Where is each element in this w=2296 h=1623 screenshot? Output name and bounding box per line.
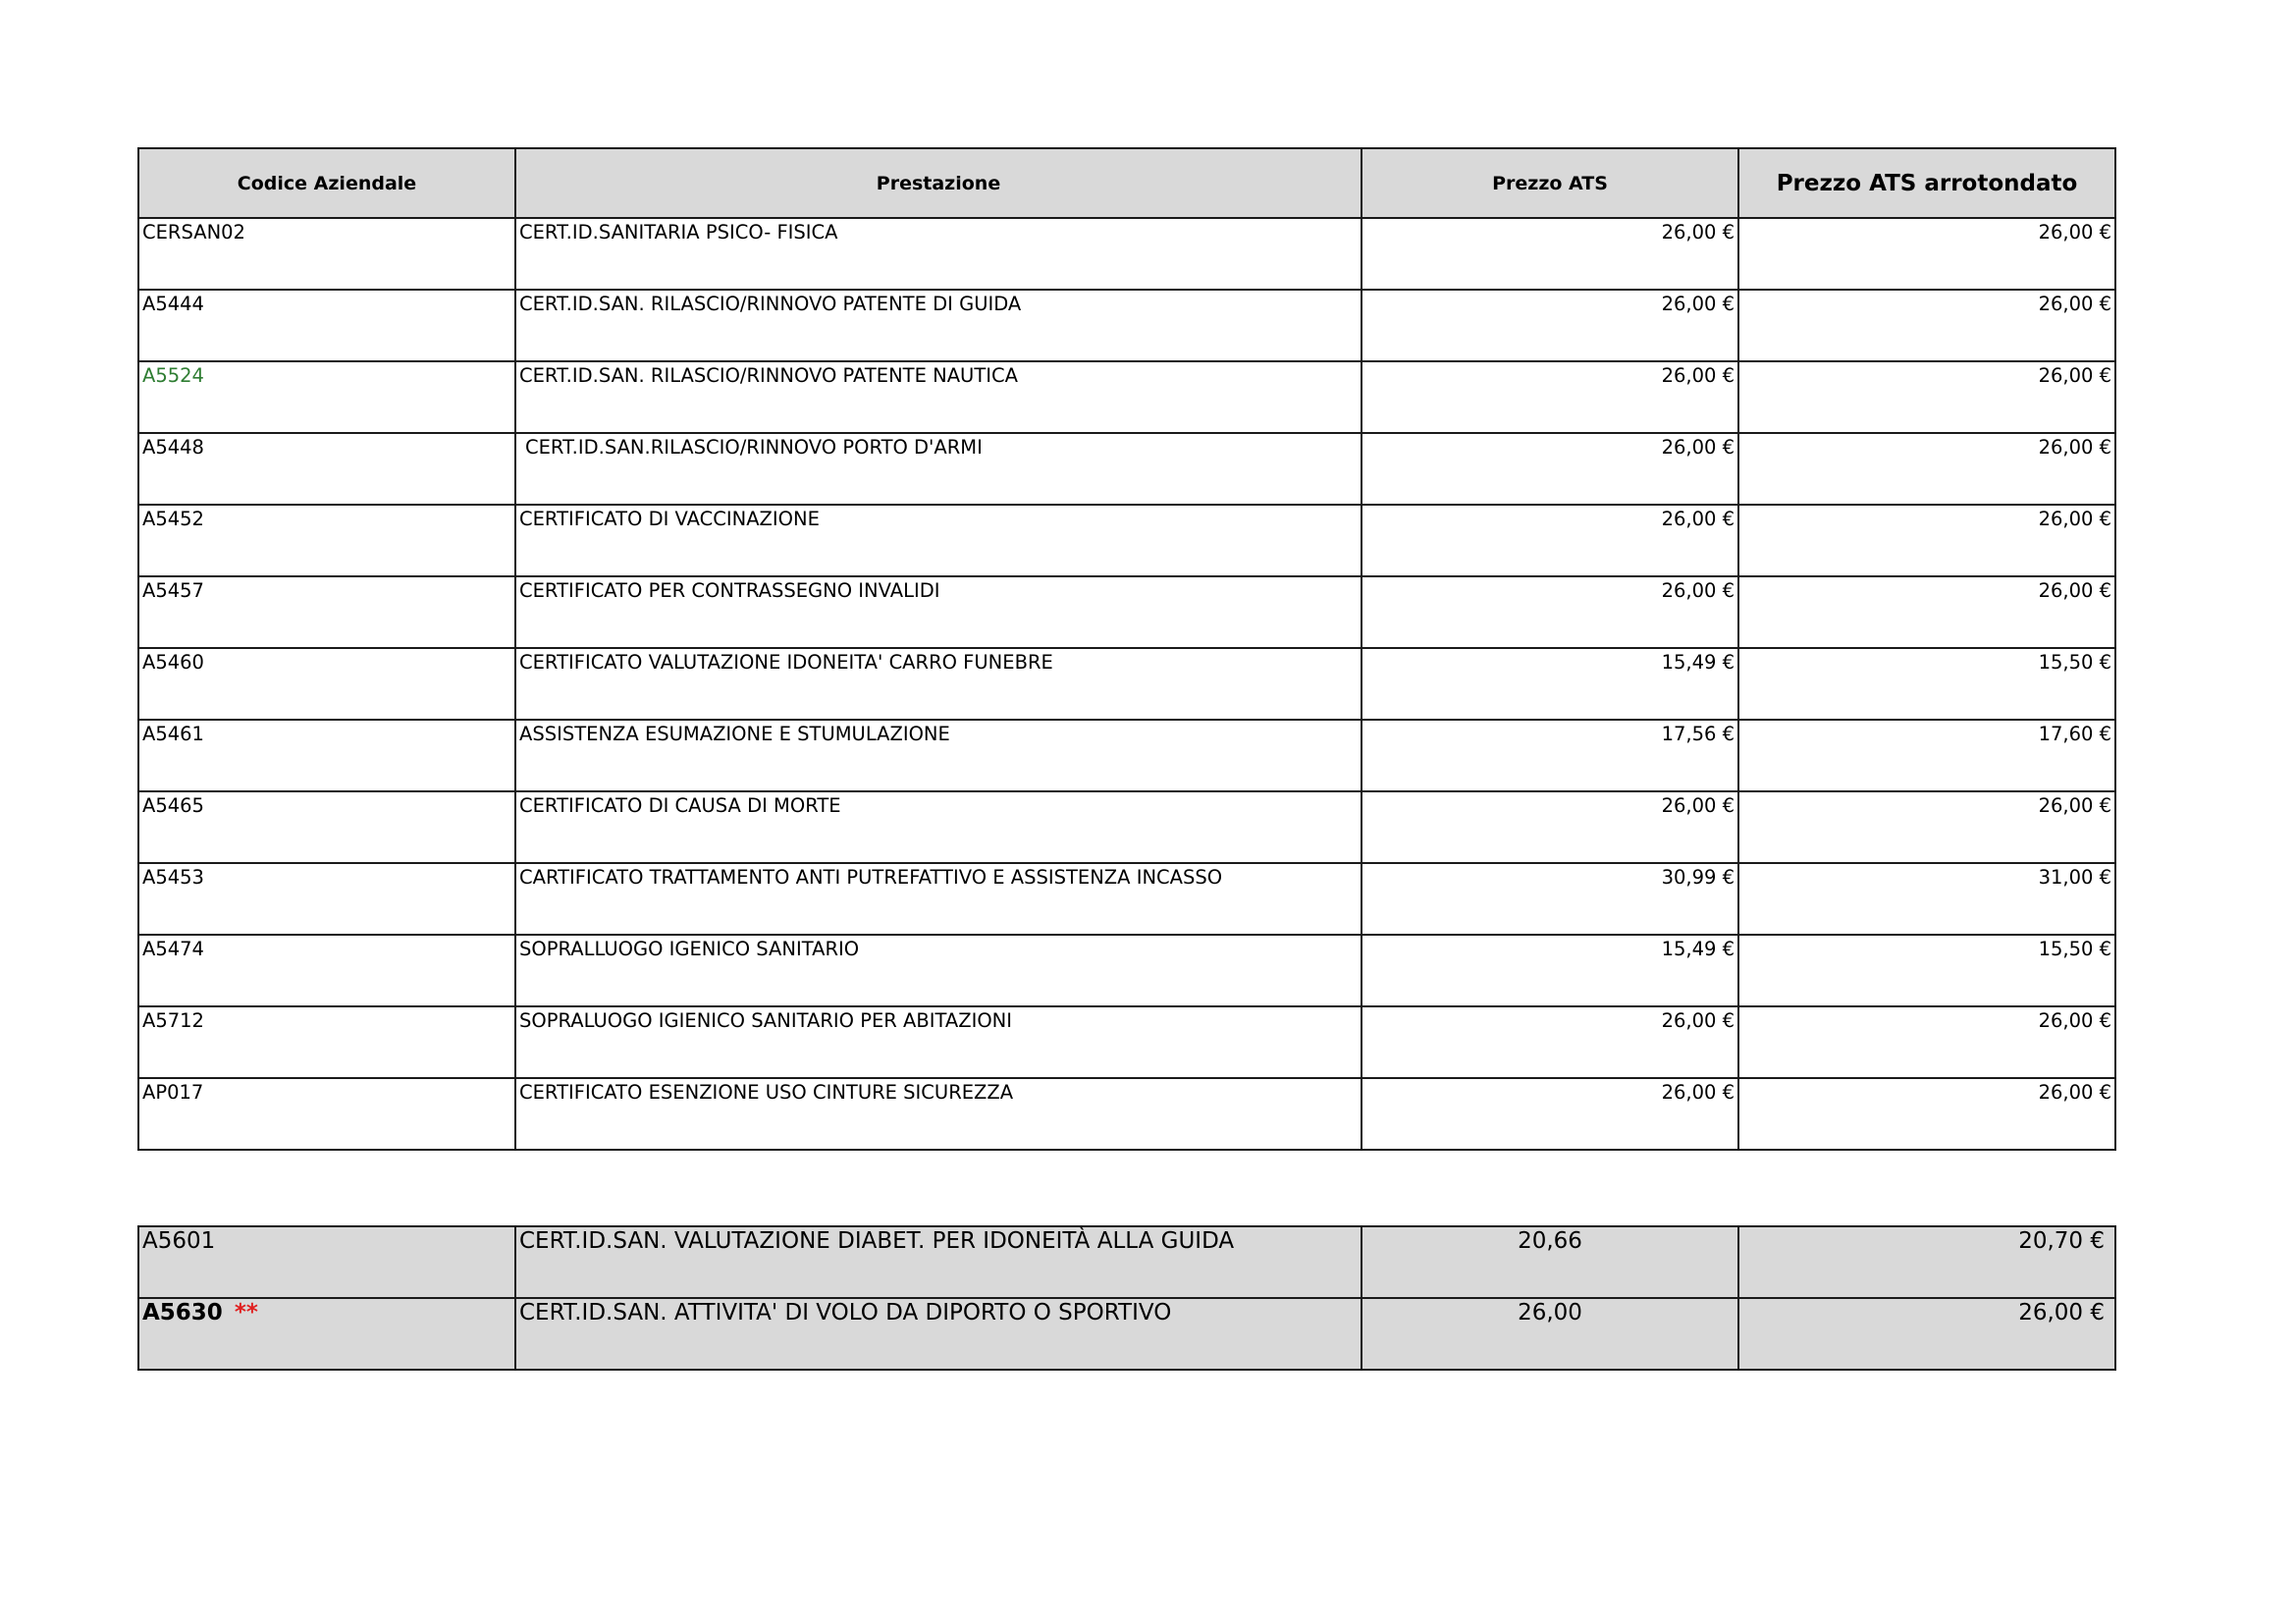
row-service: CERTIFICATO DI CAUSA DI MORTE: [515, 791, 1362, 863]
row-service: CERT.ID.SAN. RILASCIO/RINNOVO PATENTE NAUTICA: [515, 361, 1362, 433]
row-service: CERT.ID.SAN. ATTIVITA' DI VOLO DA DIPORTO O SPORTIVO: [515, 1298, 1362, 1370]
table-row: [138, 361, 2115, 433]
table-row: [138, 935, 2115, 1006]
row-service: ASSISTENZA ESUMAZIONE E STUMULAZIONE: [515, 720, 1362, 791]
row-price: 26,00 €: [1362, 576, 1738, 648]
row-service: SOPRALLUOGO IGENICO SANITARIO: [515, 935, 1362, 1006]
table-row: [138, 218, 2115, 290]
row-service: [515, 433, 1362, 505]
row-rounded-price: 15,50 €: [1738, 648, 2115, 720]
header-service: Prestazione: [515, 148, 1362, 218]
price-table: [137, 147, 2116, 1151]
row-service: CERT.ID.SAN. RILASCIO/RINNOVO PATENTE DI GUIDA: [515, 290, 1362, 361]
row-rounded-price: 26,00 €: [1738, 1078, 2115, 1150]
table-row: [138, 433, 2115, 505]
row-service: CERTIFICATO DI VACCINAZIONE: [515, 505, 1362, 576]
row-code: AP017: [138, 1078, 515, 1150]
row-price: 26,00: [1362, 1298, 1738, 1370]
row-code: A5452: [138, 505, 515, 576]
row-price: 26,00 €: [1362, 218, 1738, 290]
row-rounded-price: 26,00 €: [1738, 576, 2115, 648]
table-row: [138, 1226, 2115, 1298]
row-price: 26,00 €: [1362, 361, 1738, 433]
note-marker: **: [234, 1300, 258, 1325]
row-price: 15,49 €: [1362, 935, 1738, 1006]
table-row: [138, 863, 2115, 935]
row-rounded-price: 31,00 €: [1738, 863, 2115, 935]
row-code: A5630: [142, 1300, 223, 1325]
row-price: 30,99 €: [1362, 863, 1738, 935]
table-header-row: [138, 148, 2115, 218]
row-rounded-price: 20,70 €: [1738, 1226, 2115, 1298]
row-price: 26,00 €: [1362, 1006, 1738, 1078]
row-code: A5712: [138, 1006, 515, 1078]
table-row: [138, 648, 2115, 720]
row-service: CARTIFICATO TRATTAMENTO ANTI PUTREFATTIVO E ASSISTENZA INCASSO: [515, 863, 1362, 935]
row-code: A5460: [138, 648, 515, 720]
row-code: A5601: [138, 1226, 515, 1298]
row-code: CERSAN02: [138, 218, 515, 290]
table-row: [138, 505, 2115, 576]
row-code: A5461: [138, 720, 515, 791]
row-price: 26,00 €: [1362, 1078, 1738, 1150]
row-rounded-price: 26,00 €: [1738, 361, 2115, 433]
additional-services-table: [137, 1225, 2116, 1371]
row-code: A5448: [138, 433, 515, 505]
table-row: [138, 290, 2115, 361]
row-service: CERTIFICATO VALUTAZIONE IDONEITA' CARRO FUNEBRE: [515, 648, 1362, 720]
row-price: 17,56 €: [1362, 720, 1738, 791]
row-code: A5474: [138, 935, 515, 1006]
row-service: CERT.ID.SANITARIA PSICO- FISICA: [515, 218, 1362, 290]
row-price: 26,00 €: [1362, 505, 1738, 576]
row-price: 26,00 €: [1362, 290, 1738, 361]
row-code: A5457: [138, 576, 515, 648]
row-rounded-price: 26,00 €: [1738, 791, 2115, 863]
table-row: [138, 791, 2115, 863]
row-rounded-price: 26,00 €: [1738, 290, 2115, 361]
row-service: CERTIFICATO ESENZIONE USO CINTURE SICUREZZA: [515, 1078, 1362, 1150]
row-code: A5465: [138, 791, 515, 863]
row-service: CERTIFICATO PER CONTRASSEGNO INVALIDI: [515, 576, 1362, 648]
row-code-cell: [138, 1298, 515, 1370]
row-code: A5453: [138, 863, 515, 935]
row-service: CERT.ID.SAN. VALUTAZIONE DIABET. PER IDONEITÀ ALLA GUIDA: [515, 1226, 1362, 1298]
header-code: Codice Aziendale: [138, 148, 515, 218]
header-rounded-price: Prezzo ATS arrotondato: [1738, 148, 2115, 218]
row-rounded-price: 26,00 €: [1738, 433, 2115, 505]
table-row: [138, 720, 2115, 791]
row-price: 26,00 €: [1362, 791, 1738, 863]
table-row: [138, 576, 2115, 648]
row-rounded-price: 26,00 €: [1738, 1298, 2115, 1370]
row-rounded-price: 17,60 €: [1738, 720, 2115, 791]
table-row: [138, 1298, 2115, 1370]
row-code: A5524: [138, 361, 515, 433]
row-service: SOPRALUOGO IGIENICO SANITARIO PER ABITAZIONI: [515, 1006, 1362, 1078]
row-rounded-price: 26,00 €: [1738, 1006, 2115, 1078]
row-price: 15,49 €: [1362, 648, 1738, 720]
header-price: Prezzo ATS: [1362, 148, 1738, 218]
table-row: [138, 1078, 2115, 1150]
table-row: [138, 1006, 2115, 1078]
row-price: 26,00 €: [1362, 433, 1738, 505]
row-rounded-price: 26,00 €: [1738, 505, 2115, 576]
row-price: 20,66: [1362, 1226, 1738, 1298]
row-service-text: CERT.ID.SAN.RILASCIO/RINNOVO PORTO D'ARMI: [525, 436, 983, 459]
row-rounded-price: 15,50 €: [1738, 935, 2115, 1006]
row-rounded-price: 26,00 €: [1738, 218, 2115, 290]
row-code: A5444: [138, 290, 515, 361]
